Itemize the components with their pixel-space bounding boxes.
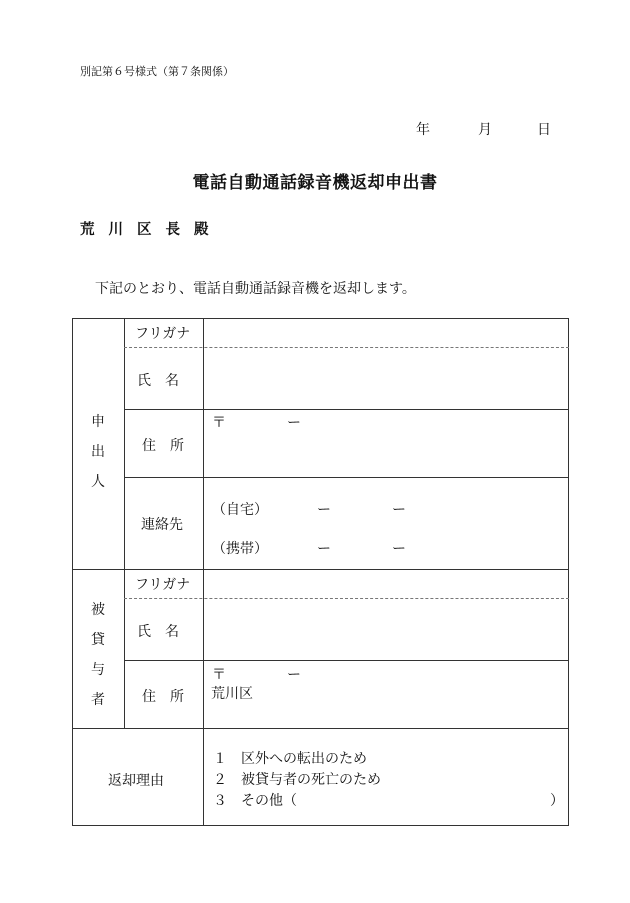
return-reason-option-3[interactable]: ３ その他（ [213,793,297,809]
applicant-address-label: 住 所 [142,438,184,454]
applicant-name-label: 氏 名 [137,373,179,389]
applicant-name-field[interactable] [212,353,562,403]
lendee-postal-dash: ー [287,667,301,683]
applicant-mobile-dash-2: ー [392,541,406,557]
applicant-contact-label: 連絡先 [141,517,183,533]
applicant-address-field[interactable] [212,432,562,472]
return-reason-label: 返却理由 [108,773,164,789]
application-form-table [72,318,569,826]
applicant-postal-mark: 〒 [212,415,226,431]
applicant-postal-dash: ー [287,415,301,431]
applicant-home-label: （自宅） [212,502,268,518]
return-reason-option-2[interactable]: ２ 被貸与者の死亡のため [213,772,381,788]
addressee: 荒川区長殿 [80,222,223,238]
applicant-section-label: 申 出 人 [91,414,105,490]
intro-text: 下記のとおり、電話自動通話録音機を返却します。 [95,281,416,297]
lendee-name-label: 氏 名 [137,624,179,640]
date-day-label: 日 [537,122,551,138]
lendee-furigana-field[interactable] [212,572,562,594]
date-year-label: 年 [416,122,430,138]
date-month-label: 月 [478,122,492,138]
applicant-mobile-label: （携帯） [212,541,268,557]
lendee-name-field[interactable] [212,604,562,654]
lendee-section-label: 被 貸 与 者 [91,602,105,708]
document-title: 電話自動通話録音機返却申出書 [192,173,438,193]
lendee-postal-mark: 〒 [212,667,226,683]
lendee-ward: 荒川区 [211,686,253,702]
return-reason-close-paren: ） [550,793,564,809]
lendee-furigana-label: フリガナ [135,577,191,593]
return-reason-option-1[interactable]: １ 区外への転出のため [213,751,367,767]
applicant-furigana-field[interactable] [212,321,562,343]
form-identifier: 別記第６号様式（第７条関係） [80,65,234,78]
lendee-address-label: 住 所 [142,689,184,705]
applicant-mobile-dash-1: ー [317,541,331,557]
applicant-home-dash-2: ー [392,502,406,518]
applicant-home-dash-1: ー [317,502,331,518]
applicant-furigana-label: フリガナ [135,326,191,342]
